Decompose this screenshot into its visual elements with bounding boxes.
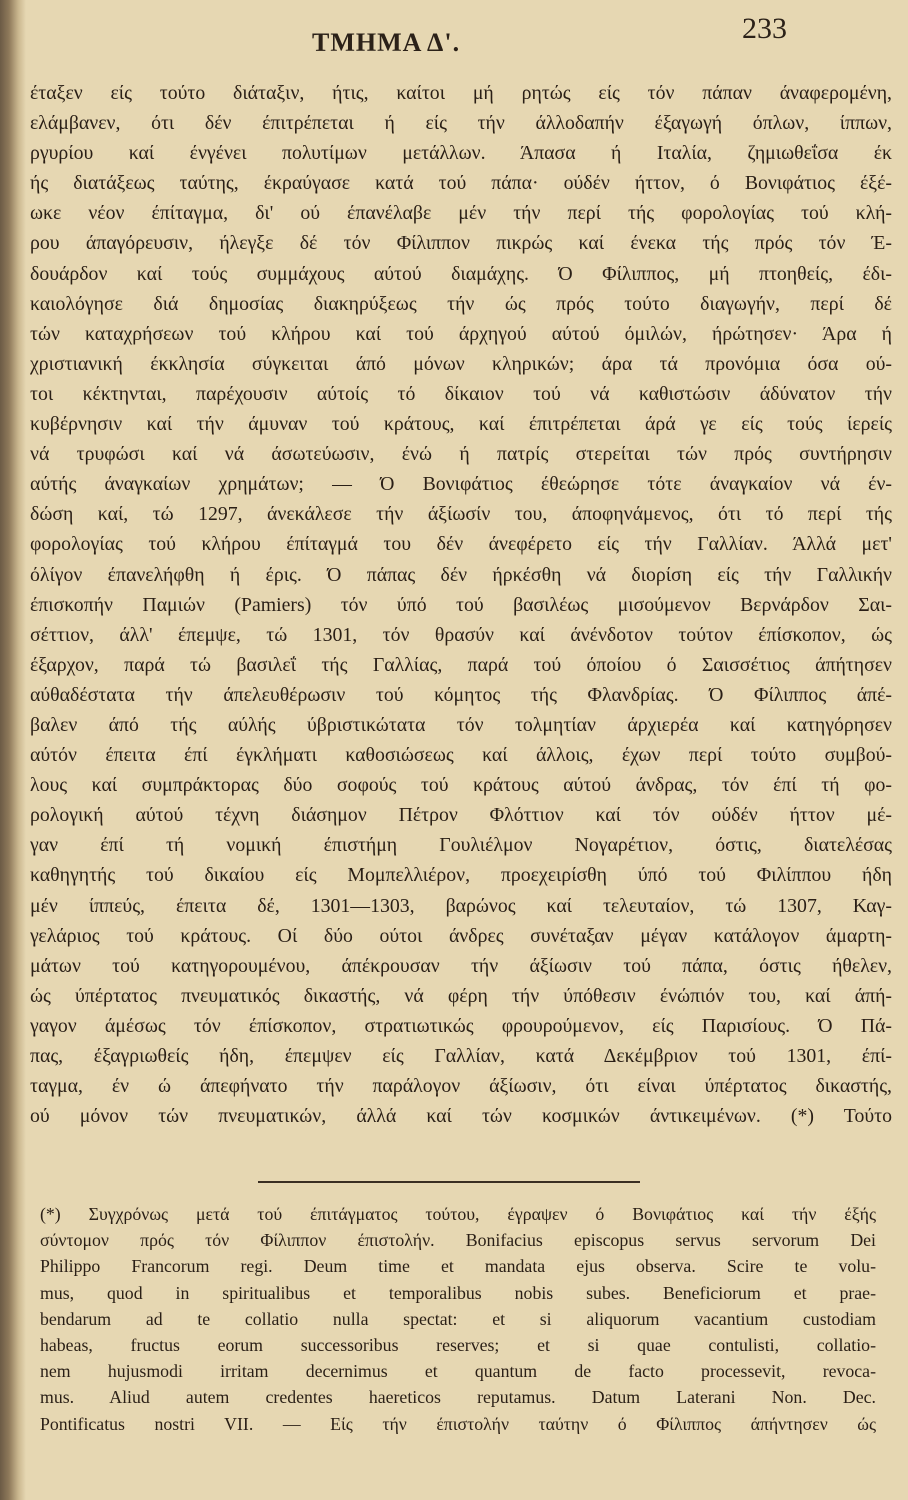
- footnote-line: mus. Aliud autem credentes haereticos reputamus. Datum Laterani Non. Dec.: [40, 1387, 876, 1408]
- footnote-line: nem hujusmodi irritam decernimus et quantum de facto processevit, revoca-: [40, 1361, 876, 1382]
- footnote-line: Pontificatus nostri VII. — Είς τήν έπιστολήν ταύτην ό Φίλιππος άπήντησεν ώς: [40, 1413, 876, 1434]
- text-line: μέν ίππεύς, έπειτα δέ, 1301—1303, βαρώνος καί τελευταίον, τώ 1307, Καγ-: [30, 894, 892, 917]
- text-line: ωκε νέον έπίταγμα, δι' ού έπανέλαβε μέν τήν περί τής φορολογίας τού κλή-: [30, 202, 892, 225]
- text-line: αύτόν έπειτα έπί έγκλήματι καθοσιώσεως καί άλλοις, έχων περί τούτο συμβού-: [30, 744, 892, 767]
- text-line: φορολογίας τού κλήρου έπίταγμά του δέν άνεφέρετο είς τήν Γαλλίαν. Άλλά μετ': [30, 533, 892, 556]
- text-line: ρολογική αύτού τέχνη διάσημον Πέτρον Φλόττιον καί τόν ούδέν ήττον μέ-: [30, 804, 892, 827]
- text-line: γαγον άμέσως τόν έπίσκοπον, στρατιωτικώς φρουρούμενον, είς Παρισίους. Ό Πά-: [30, 1014, 892, 1037]
- text-line: βαλεν άπό τής αύλής ύβριστικώτατα τόν τολμητίαν άρχιερέα καί κατηγόρησεν: [30, 713, 892, 736]
- footnote-line: bendarum ad te collatio nulla spectat: et si aliquorum vacantium custodiam: [40, 1308, 876, 1329]
- footnote-line: σύντομον πρός τόν Φίλιππον έπιστολήν. Bonifacius episcopus servus servorum Dei: [40, 1230, 876, 1251]
- footnote-block: [40, 1201, 876, 1437]
- text-line: αύτής άναγκαίων χρημάτων; — Ό Βονιφάτιος έθεώρησε τότε άναγκαίον νά έν-: [30, 473, 892, 496]
- text-line: χριστιανική έκκλησία σύγκειται άπό μόνων κληρικών; άρα τά προνόμια όσα ού-: [30, 352, 892, 375]
- text-line: αύθαδέστατα τήν άπελευθέρωσιν τού κόμητος τής Φλανδρίας. Ό Φίλιππος άπέ-: [30, 683, 892, 706]
- footnote-separator: [258, 1181, 640, 1183]
- text-line: δουάρδον καί τούς συμμάχους αύτού διαμάχης. Ό Φίλιππος, μή πτοηθείς, έδι-: [30, 262, 892, 285]
- text-line: ού μόνον τών πνευματικών, άλλά καί τών κοσμικών άντικειμένων. (*) Τούτο: [30, 1105, 892, 1128]
- text-line: ργυρίου καί ένγένει πολυτίμων μετάλλων. Άπασα ή Ιταλία, ζημιωθεΐσα έκ: [30, 142, 892, 165]
- text-line: μάτων τού κατηγορουμένου, άπέκρουσαν τήν άξίωσιν τού πάπα, όστις ήθελεν,: [30, 954, 892, 977]
- text-line: ώς ύπέρτατος πνευματικός δικαστής, νά φέρη τήν ύπόθεσιν ένώπιόν του, καί άπή-: [30, 984, 892, 1007]
- page-number: 233: [742, 12, 787, 45]
- text-line: νά τρυφώσι καί νά άσωτεύωσιν, ένώ ή πατρίς στερείται τών πρός συντήρησιν: [30, 443, 892, 466]
- text-line: πας, έξαγριωθείς ήδη, έπεμψεν είς Γαλλίαν, κατά Δεκέμβριον τού 1301, έπί-: [30, 1045, 892, 1067]
- footnote-line: (*) Συγχρόνως μετά τού έπιτάγματος τούτου, έγραψεν ό Βονιφάτιος καί τήν έξής: [40, 1204, 876, 1224]
- text-line: καθηγητής τού δικαίου είς Μομπελλιέρον, προεχειρίσθη ύπό τού Φιλίππου ήδη: [30, 864, 892, 887]
- footnote-line: mus, quod in spiritualibus et temporalibus nobis subes. Beneficiorum et prae-: [40, 1282, 876, 1303]
- text-line: λους καί συμπράκτορας δύο σοφούς τού κράτους αύτού άνδρας, τόν έπί τή φο-: [30, 774, 892, 797]
- text-line: κυβέρνησιν καί τήν άμυναν τού κράτους, καί έπιτρέπεται άρά γε είς τούς ίερείς: [30, 413, 892, 436]
- section-title: ΤΜΗΜΑ Δ'.: [312, 28, 461, 57]
- text-line: έταξεν είς τούτο διάταξιν, ήτις, καίτοι μή ρητώς είς τόν πάπαν άναφερομένη,: [30, 82, 892, 104]
- main-text-block: [30, 78, 892, 1131]
- text-line: τοι κέκτηνται, παρέχουσιν αύτοίς τό δίκαιον τού νά καθιστώσιν άδύνατον τήν: [30, 382, 892, 405]
- text-line: ταγμα, έν ώ άπεφήνατο τήν παράλογον άξίωσιν, ότι είναι ύπέρτατος δικαστής,: [30, 1075, 892, 1098]
- footnote-line: Philippo Francorum regi. Deum time et mandata ejus observa. Scire te volu-: [40, 1256, 876, 1277]
- text-line: έξαρχον, παρά τώ βασιλεΐ τής Γαλλίας, παρά τού όποίου ό Σαισσέτιος άπήτησεν: [30, 653, 892, 676]
- text-line: έπισκοπήν Παμιών (Pamiers) τόν ύπό τού βασιλέως μισούμενον Βερνάρδον Σαι-: [30, 593, 892, 616]
- text-line: σέττιον, άλλ' έπεμψε, τώ 1301, τόν θρασύν καί άνένδοτον τούτον έπίσκοπον, ώς: [30, 623, 892, 646]
- text-line: ελάμβανεν, ότι δέν έπιτρέπεται ή είς τήν άλλοδαπήν έξαγωγή όπλων, ίππων,: [30, 112, 892, 135]
- text-line: γελάριος τού κράτους. Οί δύο ούτοι άνδρες συνέταξαν μέγαν κατάλογον άμαρτη-: [30, 924, 892, 947]
- footnote-line: habeas, fructus eorum successoribus reserves; et si quae contulisti, collatio-: [40, 1334, 876, 1355]
- text-line: ής διατάξεως ταύτης, έκραύγασε κατά τού πάπα· ούδέν ήττον, ό Βονιφάτιος έξέ-: [30, 172, 892, 195]
- text-line: γαν έπί τή νομική έπιστήμη Γουλιέλμον Νογαρέτιον, όστις, διατελέσας: [30, 834, 892, 857]
- page-binding-edge: [0, 0, 26, 1500]
- text-line: όλίγον έπανελήφθη ή έρις. Ό πάπας δέν ήρκέσθη νά διορίση είς τήν Γαλλικήν: [30, 563, 892, 586]
- text-line: τών καταχρήσεων τού κλήρου καί τού άρχηγού αύτού όμιλών, ήρώτησεν· Άρα ή: [30, 322, 892, 345]
- text-line: δώση καί, τώ 1297, άνεκάλεσε τήν άξίωσίν του, άποφηνάμενος, ότι τό περί τής: [30, 503, 892, 526]
- page-header: [0, 10, 908, 58]
- text-line: ρου άπαγόρευσιν, ήλεγξε δέ τόν Φίλιππον πικρώς καί ένεκα τής πρός τόν Έ-: [30, 232, 892, 255]
- text-line: καιολόγησε διά δημοσίας διακηρύξεως τήν ώς πρός τούτο διαγωγήν, περί δέ: [30, 292, 892, 315]
